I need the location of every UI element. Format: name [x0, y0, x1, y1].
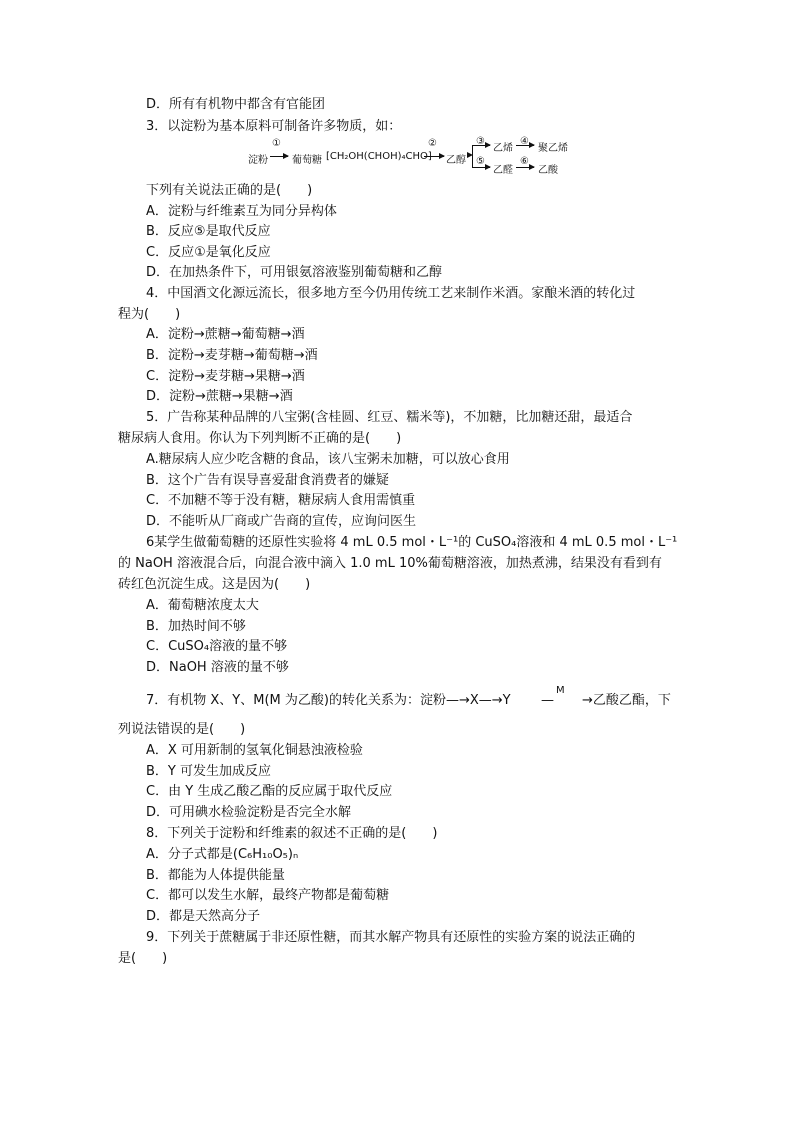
- scheme-branch-line: [472, 145, 473, 167]
- q5-option-d: D．不能听从厂商或广告商的宣传，应询问医生: [146, 514, 417, 529]
- q8-option-c: C．都可以发生水解，最终产物都是葡萄糖: [146, 888, 390, 903]
- scheme-arrow-2: [424, 156, 444, 157]
- q5-option-c: C．不加糖不等于没有糖，糖尿病人食用需慎重: [146, 493, 416, 508]
- scheme-label-6: ⑥: [520, 156, 529, 167]
- scheme-ethylene: 乙烯: [493, 143, 513, 154]
- scheme-label-4: ④: [520, 136, 529, 147]
- q6-stem-cont-2: 砖红色沉淀生成。这是因为( ): [118, 577, 311, 592]
- q8-option-b: B．都能为人体提供能量: [146, 868, 285, 883]
- q5-stem: 5．广告称某种品牌的八宝粥(含桂圆、红豆、糯米等)，不加糖，比加糖还甜，最适合: [146, 410, 633, 425]
- q3-option-c: C．反应①是氧化反应: [146, 245, 271, 260]
- q7-option-d: D．可用碘水检验淀粉是否完全水解: [146, 805, 352, 820]
- scheme-arrow-1: [270, 156, 288, 157]
- q3-stem: 3．以淀粉为基本原料可制备许多物质，如：: [146, 119, 402, 134]
- q5-option-a: A.糖尿病人应少吃含糖的食品，该八宝粥未加糖，可以放心食用: [146, 452, 510, 467]
- q5-stem-cont: 糖尿病人食用。你认为下列判断不正确的是( ): [118, 431, 402, 446]
- q7-option-b: B．Y 可发生加成反应: [146, 764, 271, 779]
- scheme-polyethylene: 聚乙烯: [538, 143, 568, 154]
- scheme-ethanol: 乙醇: [446, 155, 466, 166]
- scheme-acetic-acid: 乙酸: [538, 165, 558, 176]
- q6-stem-cont: 的 NaOH 溶液混合后，向混合液中滴入 1.0 mL 10%葡萄糖溶液，加热煮沸，结果没有看到有: [118, 556, 662, 571]
- scheme-arrow-6: [516, 167, 534, 168]
- scheme-label-5: ⑤: [476, 156, 485, 167]
- q3-option-b: B．反应⑤是取代反应: [146, 224, 271, 239]
- q6-option-d: D．NaOH 溶液的量不够: [146, 660, 289, 675]
- scheme-glucose: 葡萄糖: [292, 155, 322, 166]
- q4-option-d: D．淀粉→蔗糖→果糖→酒: [146, 389, 293, 404]
- q6-option-b: B．加热时间不够: [146, 619, 246, 634]
- scheme-arrow-3: [472, 145, 490, 146]
- scheme-label-2: ②: [428, 138, 437, 149]
- q9-stem: 9．下列关于蔗糖属于非还原性糖，而其水解产物具有还原性的实验方案的说法正确的: [146, 930, 636, 945]
- reaction-scheme: [248, 138, 588, 182]
- q2-option-d: D．所有有机物中都含有官能团: [146, 97, 326, 112]
- q3-option-d: D．在加热条件下，可用银氨溶液鉴别葡萄糖和乙醇: [146, 265, 443, 280]
- q7-option-c: C．由 Y 生成乙酸乙酯的反应属于取代反应: [146, 784, 393, 799]
- q3-option-a: A．淀粉与纤维素互为同分异构体: [146, 204, 337, 219]
- q9-stem-cont: 是( ): [118, 951, 168, 966]
- scheme-label-1: ①: [272, 138, 281, 149]
- q3-question: 下列有关说法正确的是( ): [146, 183, 313, 198]
- q8-stem: 8．下列关于淀粉和纤维素的叙述不正确的是( ): [146, 826, 438, 841]
- scheme-arrow-4: [516, 145, 534, 146]
- scheme-acetaldehyde: 乙醛: [493, 165, 513, 176]
- q7-stem-cont: 列说法错误的是( ): [118, 722, 246, 737]
- q7-option-a: A．X 可用新制的氢氧化铜悬浊液检验: [146, 743, 363, 758]
- q6-option-c: C．CuSO₄溶液的量不够: [146, 639, 288, 654]
- q5-option-b: B．这个广告有误导喜爱甜食消费者的嫌疑: [146, 473, 389, 488]
- q8-option-a: A．分子式都是(C₆H₁₀O₅)ₙ: [146, 847, 299, 862]
- scheme-arrow-5: [472, 167, 490, 168]
- scheme-label-3: ③: [476, 136, 485, 147]
- scheme-glucose-formula: [CH₂OH(CHOH)₄CHO]: [326, 151, 432, 162]
- scheme-starch: 淀粉: [248, 155, 268, 166]
- q4-option-b: B．淀粉→麦芽糖→葡萄糖→酒: [146, 348, 318, 363]
- q7-reagent-m: M: [556, 685, 565, 696]
- q4-stem: 4．中国酒文化源远流长，很多地方至今仍用传统工艺来制作米酒。家酿米酒的转化过: [146, 286, 636, 301]
- q6-stem: 6某学生做葡萄糖的还原性实验将 4 mL 0.5 mol・L⁻¹的 CuSO₄溶液和 4 mL 0.5 mol・L⁻¹: [146, 535, 678, 550]
- q8-option-d: D．都是天然高分子: [146, 909, 261, 924]
- q7-stem-part-1: 7．有机物 X、Y、M(M 为乙酸)的转化关系为：淀粉—→X—→Y: [146, 693, 511, 708]
- q4-option-c: C．淀粉→麦芽糖→果糖→酒: [146, 369, 305, 384]
- q7-dash: —: [541, 693, 554, 708]
- q4-option-a: A．淀粉→蔗糖→葡萄糖→酒: [146, 327, 305, 342]
- q4-stem-cont: 程为( ): [118, 307, 181, 322]
- q7-stem-part-2: →乙酸乙酯，下: [582, 693, 671, 708]
- q6-option-a: A．葡萄糖浓度太大: [146, 598, 259, 613]
